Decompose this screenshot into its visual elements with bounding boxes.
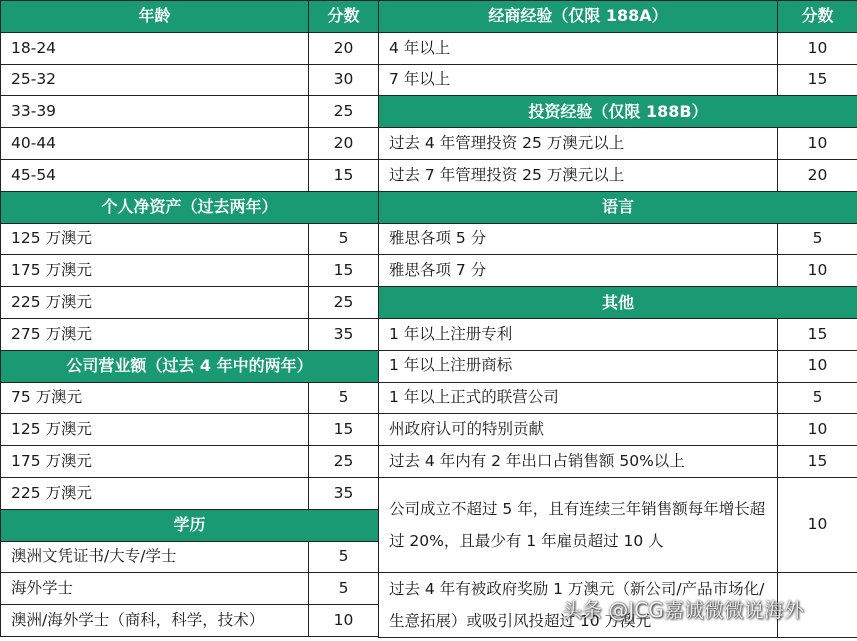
- score-header: 分数: [309, 1, 379, 33]
- table-row: [1, 64, 379, 96]
- row-score: 15: [309, 159, 379, 191]
- table-row: [1, 32, 379, 64]
- row-label: 225 万澳元: [1, 477, 309, 509]
- row-score: 15: [309, 255, 379, 287]
- education-header-row: [1, 509, 379, 541]
- row-label: 18-24: [1, 32, 309, 64]
- language-header: 语言: [379, 191, 857, 223]
- investment-experience-header-row: [379, 96, 857, 128]
- row-score: 10: [778, 414, 857, 446]
- row-score: 30: [309, 64, 379, 96]
- language-header-row: [379, 191, 857, 223]
- row-label: 过去 7 年管理投资 25 万澳元以上: [379, 159, 778, 191]
- row-score: 5: [309, 223, 379, 255]
- watermark: 头条 @JCG嘉诚微微说海外: [562, 598, 804, 622]
- row-score: 5: [778, 223, 857, 255]
- score-header: 分数: [778, 1, 857, 33]
- row-label: 275 万澳元: [1, 318, 309, 350]
- row-label: 25-32: [1, 64, 309, 96]
- row-score: 25: [309, 287, 379, 319]
- other-header: 其他: [379, 287, 857, 319]
- turnover-header-row: [1, 350, 379, 382]
- table-row: [1, 573, 379, 605]
- row-score: 10: [778, 255, 857, 287]
- table-row: [379, 128, 857, 160]
- table-row: [379, 572, 857, 637]
- row-label: 过去 4 年内有 2 年出口占销售额 50%以上: [379, 446, 778, 478]
- table-row: [379, 414, 857, 446]
- row-label: 澳洲/海外学士（商科，科学，技术）: [1, 605, 309, 637]
- row-score: 10: [778, 350, 857, 382]
- row-label: 雅思各项 5 分: [379, 223, 778, 255]
- table-row: [1, 446, 379, 478]
- table-row: [1, 128, 379, 160]
- row-score: 20: [778, 159, 857, 191]
- row-label: 175 万澳元: [1, 446, 309, 478]
- row-label: 1 年以上注册商标: [379, 350, 778, 382]
- age-header-row: [1, 1, 379, 33]
- row-score: 5: [309, 573, 379, 605]
- row-label: 1 年以上正式的联营公司: [379, 382, 778, 414]
- education-header: 学历: [1, 509, 379, 541]
- row-score: 10: [309, 605, 379, 637]
- row-label: 40-44: [1, 128, 309, 160]
- row-label: 225 万澳元: [1, 287, 309, 319]
- table-row: [1, 382, 379, 414]
- net-assets-header-row: [1, 191, 379, 223]
- row-score: 20: [309, 128, 379, 160]
- table-row: [1, 605, 379, 637]
- row-score: 10: [778, 128, 857, 160]
- table-row: [1, 318, 379, 350]
- row-label: 州政府认可的特别贡献: [379, 414, 778, 446]
- table-row: [1, 255, 379, 287]
- row-score: 10: [778, 32, 857, 64]
- row-label: 公司成立不超过 5 年，且有连续三年销售额每年增长超过 20%，且最少有 1 年雇员超过 10 人: [379, 477, 778, 572]
- table-row: [1, 287, 379, 319]
- other-header-row: [379, 287, 857, 319]
- row-label: 海外学士: [1, 573, 309, 605]
- table-row: [379, 32, 857, 64]
- business-experience-header-row: [379, 1, 857, 33]
- row-label: 125 万澳元: [1, 414, 309, 446]
- row-score: 5: [778, 382, 857, 414]
- row-score: 25: [309, 446, 379, 478]
- investment-experience-header: 投资经验（仅限 188B）: [379, 96, 857, 128]
- net-assets-header: 个人净资产（过去两年）: [1, 191, 379, 223]
- row-label: 7 年以上: [379, 64, 778, 96]
- table-row: [379, 255, 857, 287]
- table-row: [379, 446, 857, 478]
- row-label: 过去 4 年有被政府奖励 1 万澳元（新公司/产品市场化/生意拓展）或吸引风投超过 10 万澳元: [379, 572, 778, 637]
- row-score: 15: [309, 414, 379, 446]
- table-row: [1, 414, 379, 446]
- row-label: 1 年以上注册专利: [379, 318, 778, 350]
- row-score: 25: [309, 96, 379, 128]
- table-row: [1, 223, 379, 255]
- age-header: 年龄: [1, 1, 309, 33]
- row-score: 20: [309, 32, 379, 64]
- row-score: 5: [309, 541, 379, 573]
- row-score: 35: [309, 477, 379, 509]
- table-row: [1, 541, 379, 573]
- table-row: [379, 382, 857, 414]
- row-label: 45-54: [1, 159, 309, 191]
- row-score: 15: [778, 318, 857, 350]
- row-label: 125 万澳元: [1, 223, 309, 255]
- row-label: 175 万澳元: [1, 255, 309, 287]
- table-row: [379, 159, 857, 191]
- table-row: [1, 96, 379, 128]
- row-label: 33-39: [1, 96, 309, 128]
- row-score: [778, 572, 857, 637]
- table-row: [1, 477, 379, 509]
- table-row: [379, 477, 857, 572]
- row-score: 5: [309, 382, 379, 414]
- row-label: 澳洲文凭证书/大专/学士: [1, 541, 309, 573]
- business-experience-header: 经商经验（仅限 188A）: [379, 1, 778, 33]
- row-score: 15: [778, 446, 857, 478]
- table-row: [1, 159, 379, 191]
- row-label: 雅思各项 7 分: [379, 255, 778, 287]
- table-row: [379, 350, 857, 382]
- row-label: 75 万澳元: [1, 382, 309, 414]
- row-score: 15: [778, 64, 857, 96]
- right-points-table: [378, 0, 857, 638]
- left-points-table: [0, 0, 379, 637]
- table-row: [379, 64, 857, 96]
- row-label: 4 年以上: [379, 32, 778, 64]
- table-row: [379, 318, 857, 350]
- turnover-header: 公司营业额（过去 4 年中的两年）: [1, 350, 379, 382]
- row-score: 35: [309, 318, 379, 350]
- row-label: 过去 4 年管理投资 25 万澳元以上: [379, 128, 778, 160]
- row-score: 10: [778, 477, 857, 572]
- table-row: [379, 223, 857, 255]
